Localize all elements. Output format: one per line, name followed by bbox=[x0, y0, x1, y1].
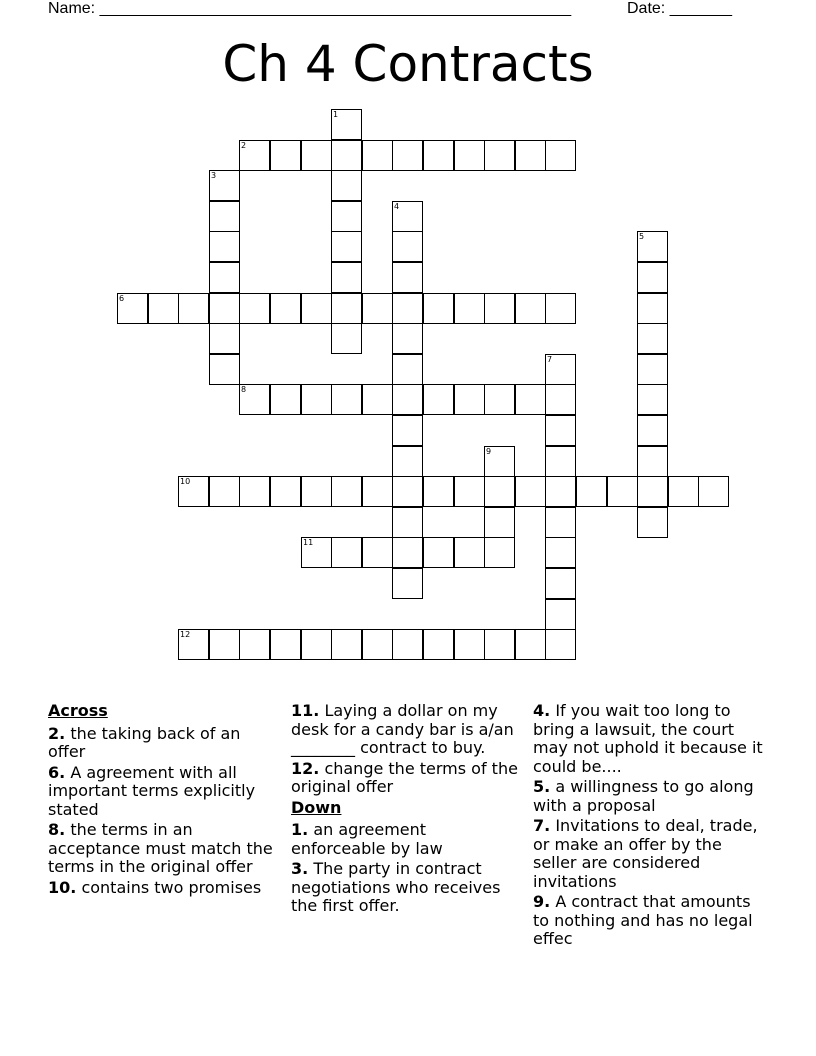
clue-number: 6. bbox=[48, 762, 66, 782]
clue-number: 1. bbox=[291, 820, 309, 839]
date-field-label: Date: _______ bbox=[627, 0, 732, 17]
clue-number: 7. bbox=[533, 816, 551, 835]
crossword-cell[interactable] bbox=[362, 629, 393, 660]
crossword-cell[interactable] bbox=[178, 476, 209, 507]
clue-text: The party in contract negotiations who receives the first offer. bbox=[291, 859, 501, 915]
clue-text: Laying a dollar on my desk for a candy bar is a/an ________ contract to buy. bbox=[291, 701, 514, 757]
crossword-cell[interactable] bbox=[331, 262, 362, 293]
crossword-cell[interactable] bbox=[484, 293, 515, 324]
crossword-cell[interactable] bbox=[148, 293, 179, 324]
clue-text: an agreement enforceable by law bbox=[291, 820, 443, 858]
crossword-cell[interactable] bbox=[545, 537, 576, 568]
crossword-cell[interactable] bbox=[637, 476, 668, 507]
crossword-cell[interactable] bbox=[392, 476, 423, 507]
crossword-cell[interactable] bbox=[209, 262, 240, 293]
cell-number: 6 bbox=[119, 294, 125, 303]
crossword-cell[interactable] bbox=[545, 507, 576, 538]
crossword-cell[interactable] bbox=[209, 629, 240, 660]
crossword-cell[interactable] bbox=[637, 507, 668, 538]
crossword-cell[interactable] bbox=[209, 323, 240, 354]
crossword-cell[interactable] bbox=[209, 293, 240, 324]
clue-text: a willingness to go along with a proposal bbox=[533, 777, 754, 815]
cell-number: 1 bbox=[333, 110, 339, 119]
clue-number: 8. bbox=[48, 820, 66, 839]
crossword-cell[interactable] bbox=[209, 231, 240, 262]
crossword-cell[interactable] bbox=[392, 354, 423, 385]
cell-number: 10 bbox=[180, 477, 191, 486]
crossword-cell[interactable] bbox=[545, 446, 576, 477]
crossword-cell[interactable] bbox=[117, 293, 148, 324]
crossword-cell[interactable] bbox=[392, 384, 423, 415]
crossword-cell[interactable] bbox=[454, 293, 485, 324]
crossword-cell[interactable] bbox=[178, 629, 209, 660]
down-heading: Down bbox=[291, 797, 342, 817]
crossword-cell[interactable] bbox=[392, 262, 423, 293]
crossword-cell[interactable] bbox=[331, 476, 362, 507]
cell-number: 12 bbox=[180, 630, 191, 639]
crossword-cell[interactable] bbox=[576, 476, 607, 507]
crossword-cell[interactable] bbox=[545, 354, 576, 385]
crossword-cell[interactable] bbox=[331, 293, 362, 324]
clue-down-4 bbox=[533, 702, 765, 776]
crossword-cell[interactable] bbox=[392, 629, 423, 660]
clue-number: 3. bbox=[291, 859, 309, 878]
clue-number: 12. bbox=[291, 758, 320, 778]
cell-number: 7 bbox=[547, 355, 553, 364]
crossword-cell[interactable] bbox=[423, 629, 454, 660]
cell-number: 3 bbox=[211, 171, 217, 180]
crossword-cell[interactable] bbox=[362, 293, 393, 324]
crossword-cell[interactable] bbox=[423, 537, 454, 568]
crossword-cell[interactable] bbox=[484, 476, 515, 507]
clue-text: A contract that amounts to nothing and has no legal effec bbox=[533, 892, 753, 948]
crossword-cell[interactable] bbox=[270, 384, 301, 415]
clue-across-10 bbox=[48, 879, 280, 898]
crossword-cell[interactable] bbox=[331, 537, 362, 568]
crossword-cell[interactable] bbox=[484, 537, 515, 568]
clue-text: If you wait too long to bring a lawsuit, the court may not uphold it because it could be.... bbox=[533, 701, 763, 776]
clue-number: 4. bbox=[533, 701, 551, 720]
crossword-cell[interactable] bbox=[423, 384, 454, 415]
clue-across-12 bbox=[291, 760, 523, 797]
clue-number: 2. bbox=[48, 723, 66, 743]
crossword-cell[interactable] bbox=[362, 140, 393, 171]
crossword-cell[interactable] bbox=[239, 384, 270, 415]
crossword-cell[interactable] bbox=[423, 140, 454, 171]
clue-text: the terms in an acceptance must match the terms in the original offer bbox=[48, 820, 273, 876]
crossword-cell[interactable] bbox=[637, 415, 668, 446]
crossword-cell[interactable] bbox=[515, 629, 546, 660]
crossword-cell[interactable] bbox=[392, 568, 423, 599]
crossword-cell[interactable] bbox=[698, 476, 729, 507]
crossword-cell[interactable] bbox=[392, 537, 423, 568]
crossword-cell[interactable] bbox=[515, 384, 546, 415]
crossword-cell[interactable] bbox=[484, 384, 515, 415]
crossword-cell[interactable] bbox=[331, 629, 362, 660]
clue-text: the taking back of an offer bbox=[48, 723, 241, 761]
crossword-cell[interactable] bbox=[392, 293, 423, 324]
clue-across-6 bbox=[48, 764, 280, 820]
crossword-cell[interactable] bbox=[331, 201, 362, 232]
crossword-cell[interactable] bbox=[454, 537, 485, 568]
crossword-cell[interactable] bbox=[270, 293, 301, 324]
crossword-cell[interactable] bbox=[454, 629, 485, 660]
crossword-cell[interactable] bbox=[301, 629, 332, 660]
crossword-cell[interactable] bbox=[545, 476, 576, 507]
crossword-cell[interactable] bbox=[362, 537, 393, 568]
crossword-cell[interactable] bbox=[484, 629, 515, 660]
clue-text: change the terms of the original offer bbox=[291, 758, 518, 796]
crossword-cell[interactable] bbox=[331, 384, 362, 415]
crossword-cell[interactable] bbox=[301, 140, 332, 171]
crossword-cell[interactable] bbox=[484, 140, 515, 171]
crossword-cell[interactable] bbox=[484, 446, 515, 477]
clue-number: 11. bbox=[291, 701, 320, 720]
cell-number: 11 bbox=[303, 538, 314, 547]
clue-across-8 bbox=[48, 821, 280, 877]
name-field-label: Name: _____________________________________________________ bbox=[48, 0, 572, 17]
crossword-cell[interactable] bbox=[668, 476, 699, 507]
clue-text: Invitations to deal, trade, or make an offer by the seller are considered invitations bbox=[533, 816, 758, 891]
crossword-cell[interactable] bbox=[515, 476, 546, 507]
crossword-cell[interactable] bbox=[637, 231, 668, 262]
clue-down-3 bbox=[291, 860, 523, 916]
clue-down-9 bbox=[533, 893, 765, 949]
crossword-cell[interactable] bbox=[209, 354, 240, 385]
crossword-cell[interactable] bbox=[454, 140, 485, 171]
clue-down-5 bbox=[533, 778, 765, 815]
crossword-cell[interactable] bbox=[515, 293, 546, 324]
crossword-cell[interactable] bbox=[331, 140, 362, 171]
crossword-cell[interactable] bbox=[637, 384, 668, 415]
crossword-cell[interactable] bbox=[637, 446, 668, 477]
clues-column-3 bbox=[533, 702, 765, 951]
clue-down-7 bbox=[533, 817, 765, 891]
across-heading: Across bbox=[48, 701, 108, 720]
clue-number: 10. bbox=[48, 877, 77, 897]
cell-number: 9 bbox=[486, 447, 492, 456]
crossword-cell[interactable] bbox=[637, 262, 668, 293]
crossword-cell[interactable] bbox=[301, 537, 332, 568]
crossword-cell[interactable] bbox=[392, 231, 423, 262]
crossword-cell[interactable] bbox=[454, 476, 485, 507]
crossword-cell[interactable] bbox=[362, 384, 393, 415]
crossword-cell[interactable] bbox=[239, 629, 270, 660]
crossword-cell[interactable] bbox=[545, 384, 576, 415]
clue-number: 5. bbox=[533, 777, 551, 796]
crossword-cell[interactable] bbox=[454, 384, 485, 415]
cell-number: 4 bbox=[394, 202, 400, 211]
cell-number: 2 bbox=[241, 141, 247, 150]
crossword-cell[interactable] bbox=[362, 476, 393, 507]
crossword-cell[interactable] bbox=[392, 507, 423, 538]
clue-down-1 bbox=[291, 821, 523, 858]
crossword-cell[interactable] bbox=[239, 140, 270, 171]
crossword-cell[interactable] bbox=[392, 323, 423, 354]
clue-text: A agreement with all important terms explicitly stated bbox=[48, 762, 256, 819]
crossword-cell[interactable] bbox=[545, 568, 576, 599]
clues-column-1 bbox=[48, 702, 280, 899]
crossword-cell[interactable] bbox=[637, 354, 668, 385]
crossword-cell[interactable] bbox=[209, 170, 240, 201]
crossword-cell[interactable] bbox=[331, 323, 362, 354]
crossword-cell[interactable] bbox=[545, 140, 576, 171]
crossword-cell[interactable] bbox=[301, 384, 332, 415]
clue-number: 9. bbox=[533, 892, 551, 911]
crossword-cell[interactable] bbox=[270, 140, 301, 171]
crossword-cell[interactable] bbox=[301, 476, 332, 507]
crossword-cell[interactable] bbox=[392, 446, 423, 477]
crossword-cell[interactable] bbox=[484, 507, 515, 538]
page-title: Ch 4 Contracts bbox=[222, 35, 594, 93]
crossword-cell[interactable] bbox=[637, 323, 668, 354]
crossword-cell[interactable] bbox=[545, 599, 576, 630]
crossword-cell[interactable] bbox=[270, 629, 301, 660]
clue-across-11 bbox=[291, 702, 523, 758]
crossword-cell[interactable] bbox=[331, 231, 362, 262]
crossword-cell[interactable] bbox=[331, 109, 362, 140]
crossword-cell[interactable] bbox=[392, 201, 423, 232]
clue-across-2 bbox=[48, 725, 280, 762]
crossword-cell[interactable] bbox=[331, 170, 362, 201]
crossword-cell[interactable] bbox=[545, 629, 576, 660]
crossword-cell[interactable] bbox=[423, 476, 454, 507]
clue-text: contains two promises bbox=[81, 877, 262, 897]
cell-number: 5 bbox=[639, 232, 645, 241]
crossword-cell[interactable] bbox=[239, 476, 270, 507]
crossword-cell[interactable] bbox=[239, 293, 270, 324]
crossword-cell[interactable] bbox=[392, 140, 423, 171]
crossword-cell[interactable] bbox=[637, 293, 668, 324]
crossword-cell[interactable] bbox=[209, 201, 240, 232]
crossword-cell[interactable] bbox=[178, 293, 209, 324]
crossword-cell[interactable] bbox=[209, 476, 240, 507]
crossword-cell[interactable] bbox=[545, 293, 576, 324]
clues-column-2 bbox=[291, 702, 523, 918]
crossword-cell[interactable] bbox=[301, 293, 332, 324]
crossword-cell[interactable] bbox=[270, 476, 301, 507]
cell-number: 8 bbox=[241, 385, 247, 394]
crossword-cell[interactable] bbox=[423, 293, 454, 324]
crossword-cell[interactable] bbox=[392, 415, 423, 446]
crossword-cell[interactable] bbox=[607, 476, 638, 507]
crossword-cell[interactable] bbox=[545, 415, 576, 446]
crossword-cell[interactable] bbox=[515, 140, 546, 171]
